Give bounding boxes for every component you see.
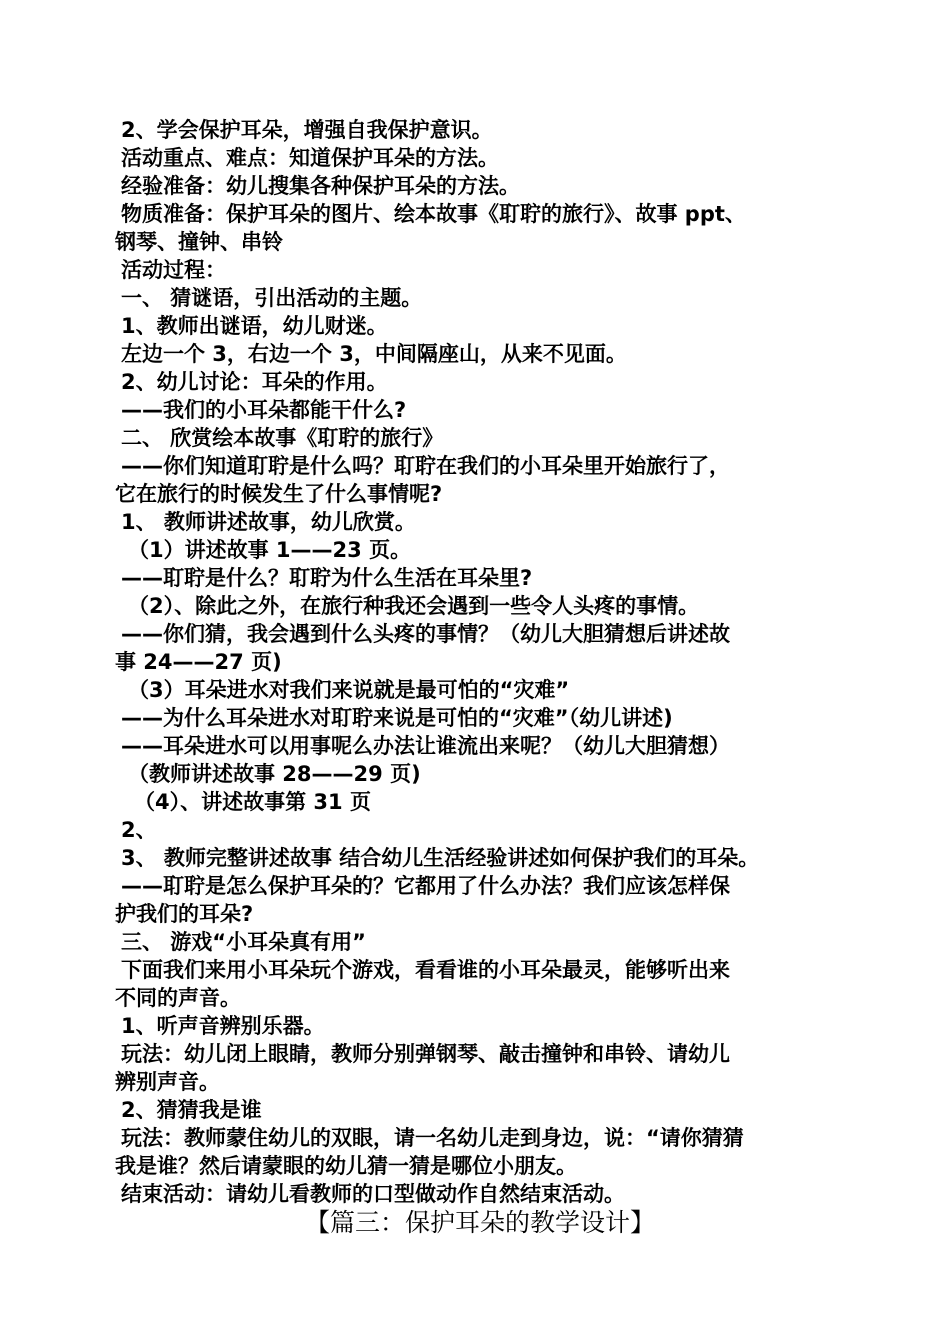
text-line: ——耳朵进水可以用事呢么办法让谁流出来呢？（幼儿大胆猜想） [121,734,730,758]
text-line: （教师讲述故事 28——29 页) [128,762,421,786]
text-line: （1）讲述故事 1——23 页。 [128,538,412,562]
text-line: 玩法：幼儿闭上眼睛，教师分别弹钢琴、敲击撞钟和串铃、请幼儿 [121,1042,730,1066]
text-line: 经验准备：幼儿搜集各种保护耳朵的方法。 [121,174,520,198]
text-line: 一、 猜谜语，引出活动的主题。 [121,286,423,310]
text-line: 钢琴、撞钟、串铃 [115,230,283,254]
text-line: ——我们的小耳朵都能干什么? [121,398,407,422]
text-line: 2、幼儿讨论：耳朵的作用。 [121,370,388,394]
text-line: 下面我们来用小耳朵玩个游戏，看看谁的小耳朵最灵，能够听出来 [121,958,730,982]
text-line: 二、 欣赏绘本故事《耵聍的旅行》 [121,426,444,450]
text-line: （4）、讲述故事第 31 页 [134,790,371,814]
text-line: 2、猜猜我是谁 [121,1098,262,1122]
text-line: ——你们知道耵聍是什么吗？耵聍在我们的小耳朵里开始旅行了， [121,454,730,478]
text-line: 护我们的耳朵? [115,902,254,926]
text-line: 辨别声音。 [115,1070,220,1094]
text-line: 2、 [121,818,157,842]
text-line: 1、教师出谜语，幼儿财迷。 [121,314,388,338]
section-heading: 【篇三：保护耳朵的教学设计】 [304,1208,655,1237]
text-line: （3）耳朵进水对我们来说就是最可怕的“灾难” [128,678,570,702]
text-line: 1、听声音辨别乐器。 [121,1014,325,1038]
text-line: ——为什么耳朵进水对耵聍来说是可怕的“灾难”（幼儿讲述) [121,706,673,730]
text-line: 活动过程： [121,258,226,282]
text-line: （2）、除此之外，在旅行种我还会遇到一些令人头疼的事情。 [128,594,700,618]
text-line: 事 24——27 页) [115,650,282,674]
text-line: 三、 游戏“小耳朵真有用” [121,930,366,954]
text-line: ——你们猜，我会遇到什么头疼的事情？（幼儿大胆猜想后讲述故 [121,622,730,646]
text-line: 它在旅行的时候发生了什么事情呢? [115,482,443,506]
text-line: 我是谁？然后请蒙眼的幼儿猜一猜是哪位小朋友。 [115,1154,577,1178]
text-line: 不同的声音。 [115,986,241,1010]
text-line: 1、 教师讲述故事，幼儿欣赏。 [121,510,416,534]
text-line: 玩法：教师蒙住幼儿的双眼，请一名幼儿走到身边，说：“请你猜猜 [121,1126,744,1150]
text-line: 3、 教师完整讲述故事 结合幼儿生活经验讲述如何保护我们的耳朵。 [121,846,760,870]
text-line: ——耵聍是怎么保护耳朵的？它都用了什么办法？我们应该怎样保 [121,874,730,898]
text-line: 物质准备：保护耳朵的图片、绘本故事《耵聍的旅行》、故事 ppt、 [121,202,746,226]
text-line: 活动重点、难点：知道保护耳朵的方法。 [121,146,499,170]
text-line: ——耵聍是什么？耵聍为什么生活在耳朵里? [121,566,533,590]
text-line: 2、学会保护耳朵，增强自我保护意识。 [121,118,493,142]
text-line: 结束活动：请幼儿看教师的口型做动作自然结束活动。 [121,1182,625,1206]
text-line: 左边一个 3，右边一个 3，中间隔座山，从来不见面。 [121,342,627,366]
